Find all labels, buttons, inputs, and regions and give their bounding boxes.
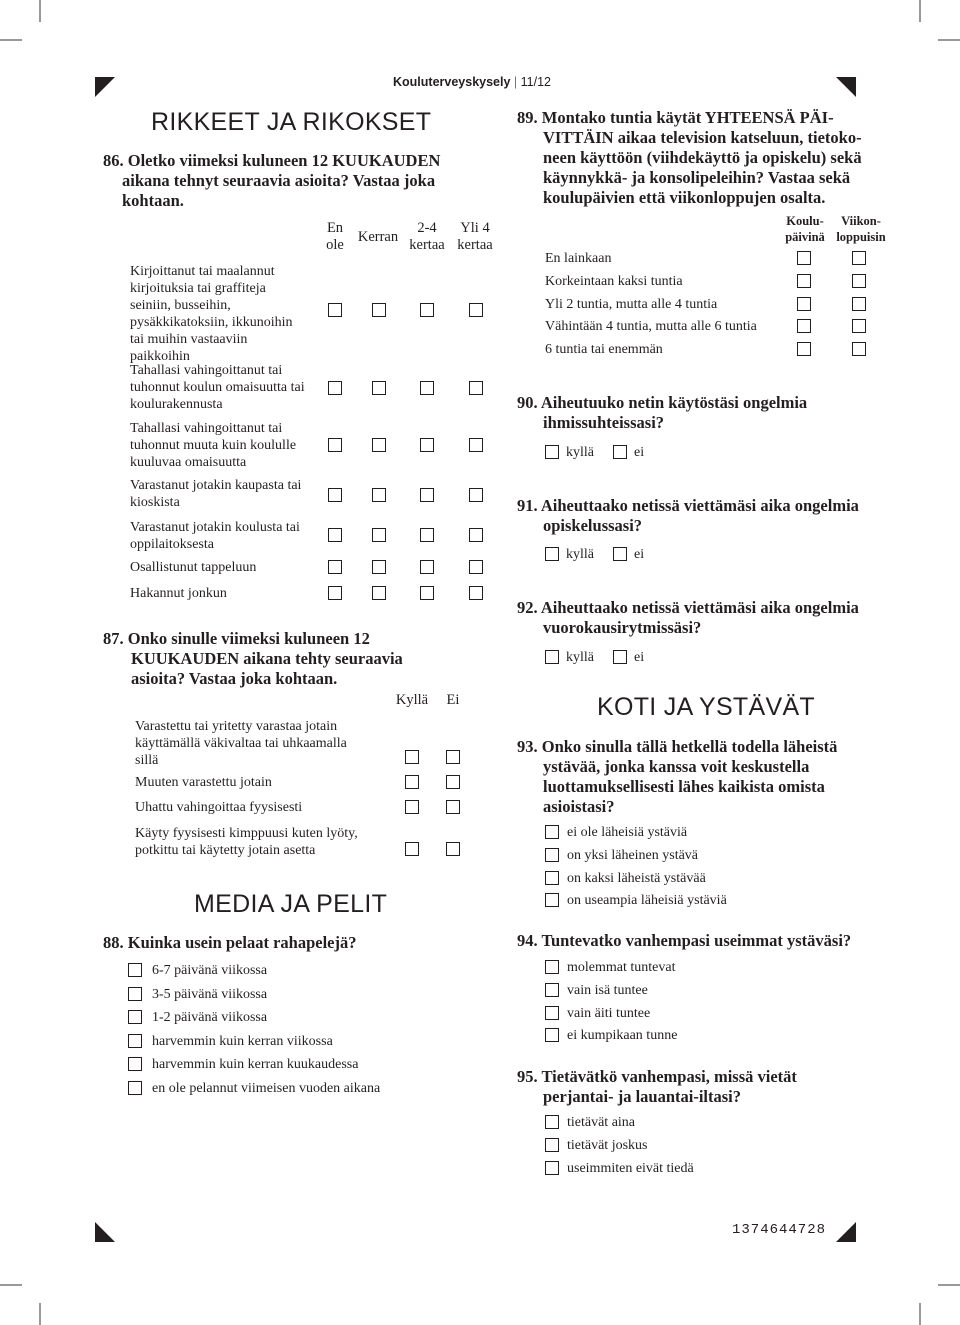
q87-row4-ei-checkbox[interactable] <box>446 842 460 856</box>
crop-mark <box>0 1284 22 1286</box>
q88-option-label: en ole pelannut viimeisen vuoden aikana <box>152 1080 381 1096</box>
q86-row4-checkbox-1[interactable] <box>328 488 342 502</box>
q88-option-label: harvemmin kuin kerran kuukaudessa <box>152 1057 359 1072</box>
q89-row-label: Vähintään 4 tuntia, mutta alle 6 tuntia <box>545 319 757 335</box>
question-text-line: 92. Aiheuttaako netissä viettämäsi aika ongelmia <box>517 598 859 617</box>
registration-mark <box>95 1222 115 1242</box>
crop-mark <box>938 39 960 41</box>
crop-mark <box>39 0 41 22</box>
question-text-line: luottamuksellisesti lähes kaikista omista <box>543 777 825 796</box>
q90-ei-label: ei <box>634 445 645 460</box>
q94-option-label: molemmat tuntevat <box>567 960 676 975</box>
survey-name: Kouluterveyskysely <box>393 75 511 89</box>
q95-option-label: tietävät joskus <box>567 1137 648 1153</box>
q93-option-label: on kaksi läheistä ystävää <box>567 870 706 886</box>
page-header <box>393 74 551 90</box>
q89-row5-viikonloppuisin-checkbox[interactable] <box>852 342 866 356</box>
item-label-line: Varastanut jotakin kaupasta tai <box>130 478 302 493</box>
q89-col-header-koulupaivina: Koulu- päivinä <box>785 214 825 244</box>
question-95-title <box>517 1067 797 1107</box>
q89-row-label: Yli 2 tuntia, mutta alle 4 tuntia <box>545 296 718 312</box>
q89-row5-koulupaivina-checkbox[interactable] <box>797 342 811 356</box>
q88-option-checkbox-1[interactable] <box>128 963 142 977</box>
item-label <box>130 559 256 576</box>
item-label-line: potkittu tai käytetty jotain asetta <box>135 843 316 858</box>
q88-option-checkbox-5[interactable] <box>128 1057 142 1071</box>
q93-option-label: on yksi läheinen ystävä <box>567 847 699 863</box>
question-94-title: 94. Tuntevatko vanhempasi useimmat ystäväsi? <box>517 931 852 950</box>
question-text-line: käynnykkä- ja konsolipeleihin? Vastaa sekä <box>543 168 851 187</box>
q86-row3-checkbox-3[interactable] <box>420 438 434 452</box>
item-label <box>130 585 227 602</box>
question-86-title <box>103 151 440 211</box>
q94-option-checkbox-4[interactable] <box>545 1028 559 1042</box>
item-label-line: koulurakennusta <box>130 397 223 412</box>
q86-row3-checkbox-4[interactable] <box>469 438 483 452</box>
q89-row3-viikonloppuisin-checkbox[interactable] <box>852 297 866 311</box>
item-label-line: Muuten varastettu jotain <box>135 775 272 790</box>
item-label-line: seiniin, busseihin, <box>130 298 231 313</box>
q86-row5-checkbox-4[interactable] <box>469 528 483 542</box>
item-label <box>130 263 293 365</box>
question-text-line: 93. Onko sinulla tällä hetkellä todella läheistä <box>517 737 838 756</box>
q94-option-checkbox-2[interactable] <box>545 983 559 997</box>
form-code: 1374644728 <box>732 1222 827 1238</box>
question-text-line: ihmissuhteissasi? <box>543 413 665 432</box>
registration-mark <box>95 77 115 97</box>
q86-row4-checkbox-3[interactable] <box>420 488 434 502</box>
item-label-line: Uhattu vahingoittaa fyysisesti <box>135 800 303 815</box>
section-title-koti: KOTI JA YSTÄVÄT <box>597 693 815 721</box>
question-90-title <box>517 393 807 433</box>
q87-row1-ei-checkbox[interactable] <box>446 750 460 764</box>
q89-row1-viikonloppuisin-checkbox[interactable] <box>852 251 866 265</box>
q86-row5-checkbox-3[interactable] <box>420 528 434 542</box>
q92-kylla-label: kyllä <box>566 650 594 665</box>
item-label-line: Tahallasi vahingoittanut tai <box>130 421 283 436</box>
crop-mark <box>0 39 22 41</box>
q86-row3-checkbox-1[interactable] <box>328 438 342 452</box>
item-label-line: tuhonnut muuta kuin koululle <box>130 438 297 453</box>
item-label-line: pysäkkikatoksiin, ikkunoihin <box>130 315 293 330</box>
q87-col-header-kylla: Kyllä <box>395 692 429 708</box>
q91-kylla-label: kyllä <box>566 547 594 562</box>
q86-row2-checkbox-2[interactable] <box>372 381 386 395</box>
item-label-line: Osallistunut tappeluun <box>130 560 257 575</box>
q88-option-checkbox-3[interactable] <box>128 1010 142 1024</box>
q86-row5-checkbox-2[interactable] <box>372 528 386 542</box>
question-text-line: 95. Tietävätkö vanhempasi, missä vietät <box>517 1067 797 1086</box>
q87-row2-ei-checkbox[interactable] <box>446 775 460 789</box>
q92-kylla-checkbox[interactable] <box>545 650 559 664</box>
item-label <box>130 420 296 471</box>
q86-row7-checkbox-2[interactable] <box>372 586 386 600</box>
q86-row2-checkbox-4[interactable] <box>469 381 483 395</box>
q87-row4-kylla-checkbox[interactable] <box>405 842 419 856</box>
header-separator: | <box>513 75 521 89</box>
q87-col-header-ei: Ei <box>446 692 460 708</box>
item-label-line: oppilaitoksesta <box>130 537 214 552</box>
crop-mark <box>938 1284 960 1286</box>
question-text-line: asioistasi? <box>543 797 615 816</box>
item-label <box>135 799 302 816</box>
question-text-line: opiskelussasi? <box>543 516 643 535</box>
question-text-line: neen käyttöön (viihdekäyttö ja opiskelu) sekä <box>543 148 862 167</box>
question-92-title <box>517 598 859 638</box>
q95-option-label: tietävät aina <box>567 1115 636 1130</box>
question-text-line: perjantai- ja lauantai-iltasi? <box>543 1087 741 1106</box>
item-label-line: kioskista <box>130 495 180 510</box>
q89-row2-koulupaivina-checkbox[interactable] <box>797 274 811 288</box>
page-number: 11/12 <box>520 75 552 89</box>
item-label-line: tuhonnut koulun omaisuutta tai <box>130 380 305 395</box>
q88-option-checkbox-6[interactable] <box>128 1081 142 1095</box>
q92-ei-checkbox[interactable] <box>613 650 627 664</box>
q87-row1-kylla-checkbox[interactable] <box>405 750 419 764</box>
item-label-line: paikkoihin <box>130 349 190 364</box>
q87-row2-kylla-checkbox[interactable] <box>405 775 419 789</box>
q86-row5-checkbox-1[interactable] <box>328 528 342 542</box>
item-label <box>135 774 272 791</box>
item-label <box>130 519 300 553</box>
q94-option-label: vain äiti tuntee <box>567 1005 651 1021</box>
q87-row3-ei-checkbox[interactable] <box>446 800 460 814</box>
q91-kylla-checkbox[interactable] <box>545 547 559 561</box>
question-87-title <box>103 629 403 689</box>
q86-row6-checkbox-2[interactable] <box>372 560 386 574</box>
question-93-title <box>517 737 837 817</box>
item-label <box>135 825 358 859</box>
q95-option-label: useimmiten eivät tiedä <box>567 1160 694 1176</box>
question-text-line: 87. Onko sinulle viimeksi kuluneen 12 <box>103 629 370 648</box>
q93-option-checkbox-2[interactable] <box>545 848 559 862</box>
crop-mark <box>919 1303 921 1325</box>
item-label-line: Tahallasi vahingoittanut tai <box>130 363 283 378</box>
q86-row6-checkbox-4[interactable] <box>469 560 483 574</box>
question-text-line: KUUKAUDEN aikana tehty seuraavia <box>131 649 403 668</box>
q93-option-label: on useampia läheisiä ystäviä <box>567 893 727 909</box>
q89-row-label: Korkeintaan kaksi tuntia <box>545 273 683 289</box>
q89-row1-koulupaivina-checkbox[interactable] <box>797 251 811 265</box>
q86-row4-checkbox-2[interactable] <box>372 488 386 502</box>
item-label-line: sillä <box>135 753 159 768</box>
q86-row1-checkbox-2[interactable] <box>372 303 386 317</box>
q95-option-checkbox-1[interactable] <box>545 1115 559 1129</box>
q86-col-header-en-ole: En ole <box>326 220 344 253</box>
item-label-line: kuuluvaa omaisuutta <box>130 455 247 470</box>
q86-row2-checkbox-3[interactable] <box>420 381 434 395</box>
q86-row7-checkbox-4[interactable] <box>469 586 483 600</box>
q88-option-label: 3-5 päivänä viikossa <box>152 986 268 1002</box>
crop-mark <box>39 1303 41 1325</box>
question-text-line: 90. Aiheutuuko netin käytöstäsi ongelmia <box>517 393 808 412</box>
q86-col-header-yli-4: Yli 4 kertaa <box>457 220 493 253</box>
q86-row7-checkbox-1[interactable] <box>328 586 342 600</box>
q89-row4-koulupaivina-checkbox[interactable] <box>797 319 811 333</box>
q86-row7-checkbox-3[interactable] <box>420 586 434 600</box>
q90-kylla-label: kyllä <box>566 445 594 460</box>
q94-option-checkbox-1[interactable] <box>545 960 559 974</box>
section-title-rikkeet: RIKKEET JA RIKOKSET <box>151 108 432 136</box>
item-label-line: tai muihin vastaaviin <box>130 332 248 347</box>
registration-mark <box>836 1222 856 1242</box>
q93-option-checkbox-3[interactable] <box>545 871 559 885</box>
question-88-title: 88. Kuinka usein pelaat rahapelejä? <box>103 933 357 952</box>
q87-row3-kylla-checkbox[interactable] <box>405 800 419 814</box>
q92-ei-label: ei <box>634 650 645 665</box>
q88-option-label: 1-2 päivänä viikossa <box>152 1010 268 1025</box>
q89-row3-koulupaivina-checkbox[interactable] <box>797 297 811 311</box>
item-label <box>130 477 301 511</box>
q86-row6-checkbox-3[interactable] <box>420 560 434 574</box>
item-label-line: Hakannut jonkun <box>130 586 227 601</box>
q89-row2-viikonloppuisin-checkbox[interactable] <box>852 274 866 288</box>
question-89-title <box>517 108 862 208</box>
q88-option-checkbox-2[interactable] <box>128 987 142 1001</box>
question-text-line: 86. Oletko viimeksi kuluneen 12 KUUKAUDEN <box>103 151 441 170</box>
item-label <box>130 362 305 413</box>
crop-mark <box>919 0 921 22</box>
q86-row3-checkbox-2[interactable] <box>372 438 386 452</box>
q95-option-checkbox-3[interactable] <box>545 1161 559 1175</box>
q86-row1-checkbox-4[interactable] <box>469 303 483 317</box>
question-text-line: ystävää, jonka kanssa voit keskustella <box>543 757 810 776</box>
q88-option-label: 6-7 päivänä viikossa <box>152 963 268 978</box>
question-91-title <box>517 496 859 536</box>
registration-mark <box>836 77 856 97</box>
q86-row1-checkbox-1[interactable] <box>328 303 342 317</box>
q90-ei-checkbox[interactable] <box>613 445 627 459</box>
item-label-line: käyttämällä väkivaltaa tai uhkaamalla <box>135 736 347 751</box>
question-text-line: 91. Aiheuttaako netissä viettämäsi aika ongelmia <box>517 496 859 515</box>
q93-option-checkbox-4[interactable] <box>545 893 559 907</box>
q88-option-label: harvemmin kuin kerran viikossa <box>152 1033 333 1049</box>
q86-row2-checkbox-1[interactable] <box>328 381 342 395</box>
q90-kylla-checkbox[interactable] <box>545 445 559 459</box>
question-text-line: VITTÄIN aikaa television katseluun, tietoko- <box>543 128 862 147</box>
q86-col-header-kerran: Kerran <box>357 229 399 245</box>
question-text-line: 89. Montako tuntia käytät YHTEENSÄ PÄI- <box>517 108 834 127</box>
item-label <box>135 718 347 769</box>
q91-ei-label: ei <box>634 547 645 562</box>
q88-option-checkbox-4[interactable] <box>128 1034 142 1048</box>
q86-row4-checkbox-4[interactable] <box>469 488 483 502</box>
question-text-line: aikana tehnyt seuraavia asioita? Vastaa joka <box>122 171 436 190</box>
item-label-line: Kirjoittanut tai maalannut <box>130 264 275 279</box>
q94-option-checkbox-3[interactable] <box>545 1006 559 1020</box>
q94-option-label: vain isä tuntee <box>567 982 648 998</box>
question-text-line: vuorokausirytmissäsi? <box>543 618 702 637</box>
q89-row4-viikonloppuisin-checkbox[interactable] <box>852 319 866 333</box>
item-label-line: Käyty fyysisesti kimppuusi kuten lyöty, <box>135 826 358 841</box>
q89-row-label: En lainkaan <box>545 251 612 266</box>
q95-option-checkbox-2[interactable] <box>545 1138 559 1152</box>
item-label-line: Varastanut jotakin koulusta tai <box>130 520 300 535</box>
q93-option-checkbox-1[interactable] <box>545 825 559 839</box>
q89-col-header-viikonloppuisin: Viikon- loppuisin <box>836 214 886 244</box>
q86-row6-checkbox-1[interactable] <box>328 560 342 574</box>
q91-ei-checkbox[interactable] <box>613 547 627 561</box>
item-label-line: Varastettu tai yritetty varastaa jotain <box>135 719 338 734</box>
q89-row-label: 6 tuntia tai enemmän <box>545 342 663 358</box>
item-label-line: kirjoituksia tai graffiteja <box>130 281 266 296</box>
q94-option-label: ei kumpikaan tunne <box>567 1028 678 1044</box>
question-text-line: asioita? Vastaa joka kohtaan. <box>131 669 338 688</box>
q86-row1-checkbox-3[interactable] <box>420 303 434 317</box>
q93-option-label: ei ole läheisiä ystäviä <box>567 825 688 840</box>
question-text-line: kohtaan. <box>122 191 184 210</box>
q86-col-header-2-4: 2-4 kertaa <box>409 220 445 253</box>
section-title-media: MEDIA JA PELIT <box>194 890 388 918</box>
question-text-line: koulupäivien että viikonloppujen osalta. <box>543 188 826 207</box>
